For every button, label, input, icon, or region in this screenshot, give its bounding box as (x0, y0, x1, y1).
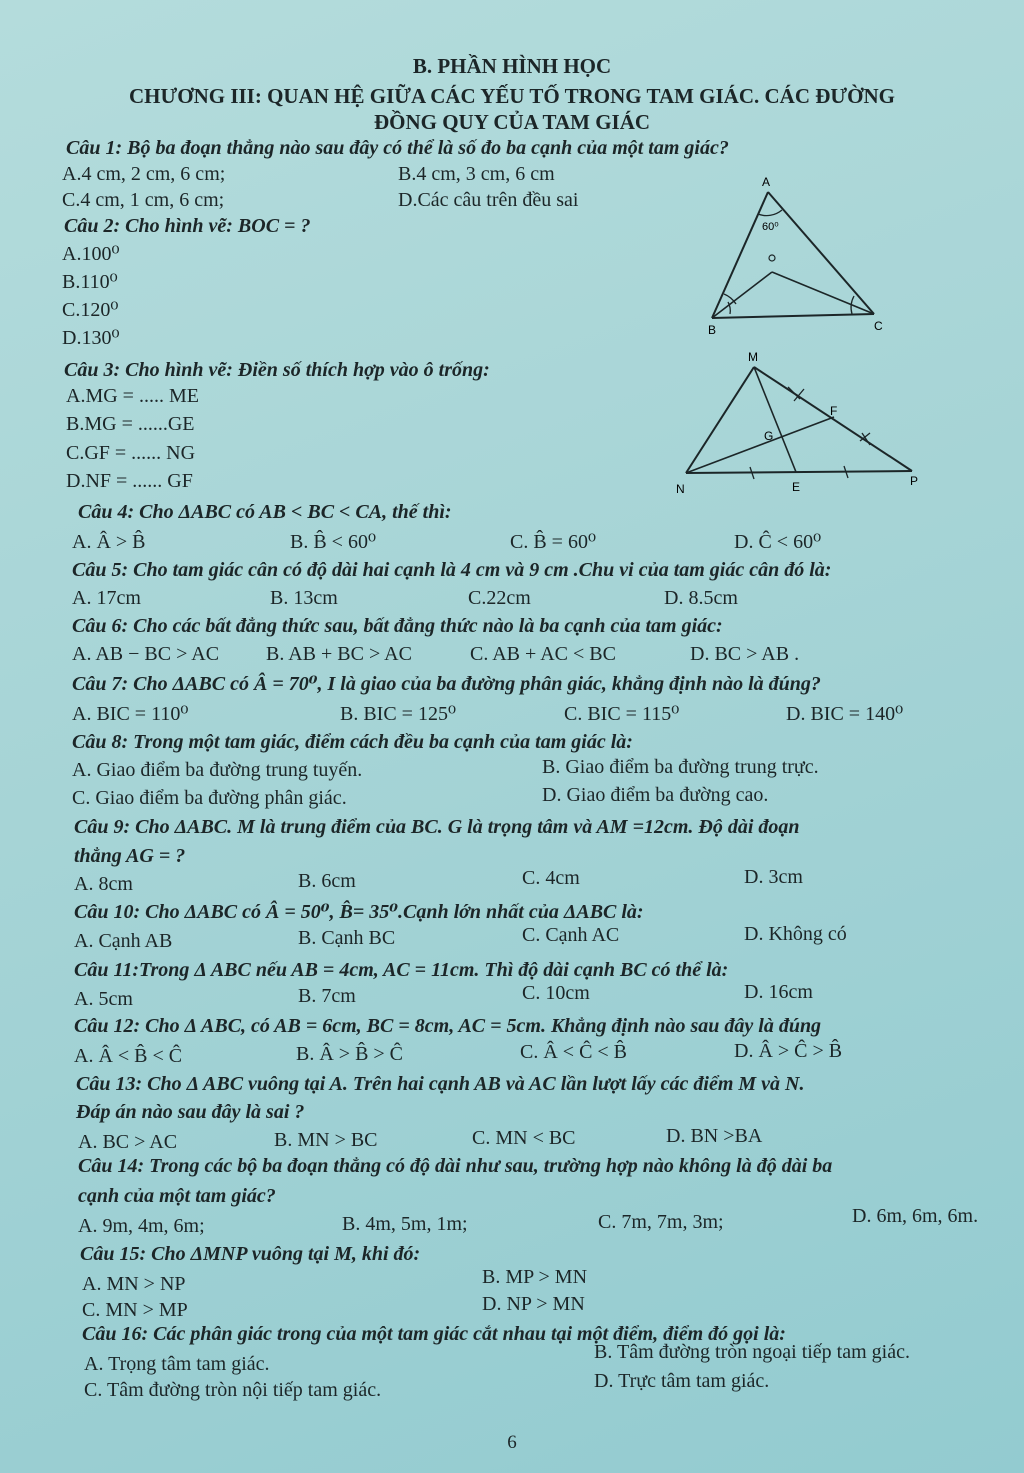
question-13: Câu 13: Cho Δ ABC vuông tại A. Trên hai cạnh AB và AC lần lượt lấy các điểm M và N. (76, 1073, 805, 1095)
q1-option-c: C.4 cm, 1 cm, 6 cm; (62, 189, 225, 211)
q3-option-a: A.MG = ..... ME (66, 385, 199, 407)
q5-option-c: C.22cm (468, 587, 531, 609)
question-5: Câu 5: Cho tam giác cân có độ dài hai cạnh là 4 cm và 9 cm .Chu vi của tam giác cân đó là: (72, 559, 832, 581)
q11-option-b: B. 7cm (298, 985, 356, 1007)
q7-option-a: A. BIC = 110⁰ (72, 703, 189, 725)
question-15: Câu 15: Cho ΔMNP vuông tại M, khi đó: (80, 1243, 421, 1265)
q12-option-d: D. Â > Ĉ > B̂ (734, 1040, 843, 1062)
q16-option-a: A. Trọng tâm tam giác. (84, 1353, 270, 1375)
q8-option-c: C. Giao điểm ba đường phân giác. (72, 787, 347, 809)
figure-triangle-mnp (670, 345, 930, 500)
question-6: Câu 6: Cho các bất đẳng thức sau, bất đẳng thức nào là ba cạnh của tam giác: (72, 615, 723, 637)
q6-option-d: D. BC > AB . (690, 643, 800, 665)
q1-option-b: B.4 cm, 3 cm, 6 cm (398, 163, 555, 185)
question-2: Câu 2: Cho hình vẽ: BOC = ? (64, 215, 311, 237)
figure-triangle-abc (690, 170, 900, 340)
q16-option-d: D. Trực tâm tam giác. (594, 1370, 770, 1392)
q15-option-c: C. MN > MP (82, 1299, 188, 1321)
q13-option-d: D. BN >BA (666, 1125, 763, 1147)
q16-option-b: B. Tâm đường tròn ngoại tiếp tam giác. (594, 1341, 910, 1363)
q13-option-c: C. MN < BC (472, 1127, 576, 1149)
q10-option-c: C. Cạnh AC (522, 924, 620, 946)
q7-option-b: B. BIC = 125⁰ (340, 703, 456, 725)
fig1-label-c: C (874, 319, 883, 333)
q11-option-a: A. 5cm (74, 988, 133, 1010)
q10-option-b: B. Cạnh BC (298, 927, 396, 949)
q9-option-a: A. 8cm (74, 873, 133, 895)
fig2-label-g: G (764, 429, 774, 443)
q10-option-d: D. Không có (744, 923, 847, 945)
q8-option-b: B. Giao điểm ba đường trung trực. (542, 756, 819, 778)
q7-option-d: D. BIC = 140⁰ (786, 703, 904, 725)
q4-option-c: C. B̂ = 60⁰ (510, 531, 596, 553)
q3-option-d: D.NF = ...... GF (66, 470, 193, 492)
q3-option-c: C.GF = ...... NG (66, 442, 196, 464)
question-14: Câu 14: Trong các bộ ba đoạn thẳng có độ dài như sau, trường hợp nào không là độ dài ba (78, 1155, 833, 1177)
q11-option-d: D. 16cm (744, 981, 813, 1003)
question-16: Câu 16: Các phân giác trong của một tam giác cắt nhau tại một điểm, điểm đó gọi là: (82, 1323, 786, 1345)
q5-option-b: B. 13cm (270, 587, 338, 609)
q6-option-b: B. AB + BC > AC (266, 643, 412, 665)
q10-option-a: A. Cạnh AB (74, 930, 173, 952)
q13-option-b: B. MN > BC (274, 1129, 378, 1151)
q9-option-c: C. 4cm (522, 867, 580, 889)
chapter-title-line1: CHƯƠNG III: QUAN HỆ GIỮA CÁC YẾU TỐ TRONG TAM GIÁC. CÁC ĐƯỜNG (129, 84, 895, 108)
q1-option-d: D.Các câu trên đều sai (398, 189, 579, 211)
q14-option-d: D. 6m, 6m, 6m. (852, 1205, 979, 1227)
q14-option-b: B. 4m, 5m, 1m; (342, 1213, 468, 1235)
fig2-label-p: P (910, 474, 919, 488)
question-4: Câu 4: Cho ΔABC có AB < BC < CA, thế thì: (78, 501, 452, 523)
q12-option-a: A. Â < B̂ < Ĉ (74, 1045, 183, 1067)
fig2-label-m: M (748, 350, 758, 364)
q2-option-a: A.100⁰ (62, 243, 120, 265)
fig2-label-n: N (676, 482, 685, 496)
q16-option-c: C. Tâm đường tròn nội tiếp tam giác. (84, 1379, 382, 1401)
question-12: Câu 12: Cho Δ ABC, có AB = 6cm, BC = 8cm, AC = 5cm. Khẳng định nào sau đây là đúng (74, 1015, 822, 1037)
q8-option-d: D. Giao điểm ba đường cao. (542, 784, 769, 806)
q7-option-c: C. BIC = 115⁰ (564, 703, 680, 725)
fig2-label-f: F (830, 404, 838, 418)
fig1-label-b: B (708, 323, 717, 337)
question-14-cont: cạnh của một tam giác? (78, 1185, 276, 1207)
q15-option-a: A. MN > NP (82, 1273, 186, 1295)
question-9: Câu 9: Cho ΔABC. M là trung điểm của BC. G là trọng tâm và AM =12cm. Độ dài đoạn (74, 816, 800, 838)
q12-option-c: C. Â < Ĉ < B̂ (520, 1041, 628, 1063)
q14-option-a: A. 9m, 4m, 6m; (78, 1215, 205, 1237)
question-1: Câu 1: Bộ ba đoạn thẳng nào sau đây có thể là số đo ba cạnh của một tam giác? (66, 137, 729, 159)
question-11: Câu 11:Trong Δ ABC nếu AB = 4cm, AC = 11cm. Thì độ dài cạnh BC có thể là: (74, 959, 729, 981)
q5-option-d: D. 8.5cm (664, 587, 738, 609)
q15-option-b: B. MP > MN (482, 1266, 588, 1288)
q6-option-c: C. AB + AC < BC (470, 643, 616, 665)
q9-option-b: B. 6cm (298, 870, 356, 892)
chapter-title-line2: ĐỒNG QUY CỦA TAM GIÁC (373, 110, 651, 134)
question-8: Câu 8: Trong một tam giác, điểm cách đều ba cạnh của tam giác là: (72, 731, 633, 753)
q4-option-b: B. B̂ < 60⁰ (290, 531, 376, 553)
q2-option-d: D.130⁰ (62, 327, 120, 349)
q2-option-c: C.120⁰ (62, 299, 119, 321)
q4-option-d: D. Ĉ < 60⁰ (734, 531, 822, 553)
fig2-label-e: E (792, 480, 801, 494)
q12-option-b: B. Â > B̂ > Ĉ (296, 1043, 404, 1065)
q1-option-a: A.4 cm, 2 cm, 6 cm; (62, 163, 226, 185)
q3-option-b: B.MG = ......GE (66, 413, 195, 435)
q15-option-d: D. NP > MN (482, 1293, 585, 1315)
q13-option-a: A. BC > AC (78, 1131, 178, 1153)
q4-option-a: A. Â > B̂ (72, 531, 146, 553)
q11-option-c: C. 10cm (522, 982, 590, 1004)
question-7: Câu 7: Cho ΔABC có Â = 70⁰, I là giao của ba đường phân giác, khẳng định nào là đúng? (72, 673, 821, 695)
fig1-label-a: A (762, 175, 771, 189)
q6-option-a: A. AB − BC > AC (72, 643, 220, 665)
q5-option-a: A. 17cm (72, 587, 141, 609)
question-10: Câu 10: Cho ΔABC có Â = 50⁰, B̂= 35⁰.Cạnh lớn nhất của ΔABC là: (74, 901, 644, 923)
question-9-cont: thẳng AG = ? (74, 845, 186, 867)
section-title: B. PHẦN HÌNH HỌC (412, 54, 612, 78)
q8-option-a: A. Giao điểm ba đường trung tuyến. (72, 759, 363, 781)
question-3: Câu 3: Cho hình vẽ: Điền số thích hợp vào ô trống: (64, 359, 490, 381)
question-13-cont: Đáp án nào sau đây là sai ? (76, 1101, 305, 1123)
page-number: 6 (507, 1432, 517, 1453)
q9-option-d: D. 3cm (744, 866, 803, 888)
fig1-angle-label: 60⁰ (762, 221, 779, 233)
q14-option-c: C. 7m, 7m, 3m; (598, 1211, 724, 1233)
q2-option-b: B.110⁰ (62, 271, 118, 293)
